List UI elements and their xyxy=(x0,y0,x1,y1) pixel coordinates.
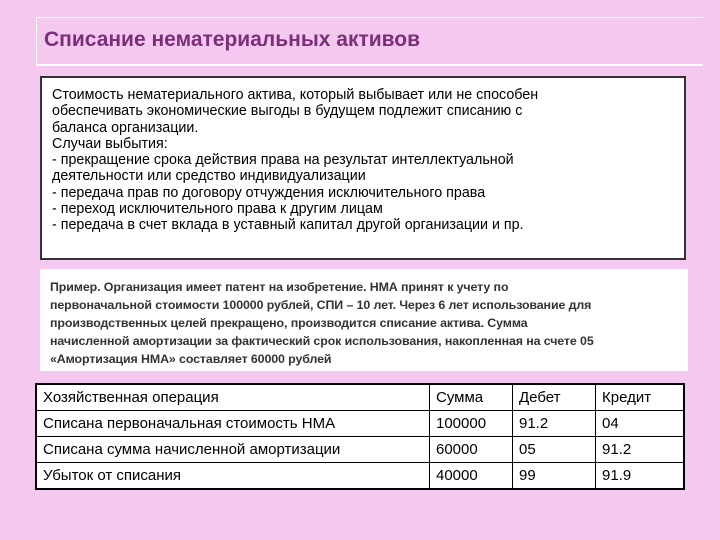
table-header-row xyxy=(36,384,684,411)
cell-amount: 60000 xyxy=(430,437,513,463)
cases-heading: Случаи выбытия: xyxy=(52,135,168,152)
header-amount: Сумма xyxy=(430,384,513,411)
cell-operation: Списана первоначальная стоимость НМА xyxy=(36,411,430,437)
definition-box xyxy=(40,76,686,260)
example-line: первоначальной стоимости 100000 рублей, СПИ – 10 лет. Через 6 лет использование для xyxy=(50,298,592,312)
cell-amount: 40000 xyxy=(430,463,513,490)
example-box xyxy=(40,269,688,371)
operations-table xyxy=(35,383,685,490)
cell-amount: 100000 xyxy=(430,411,513,437)
cell-operation: Убыток от списания xyxy=(36,463,430,490)
table-row xyxy=(36,437,684,463)
case-item: - передача в счет вклада в уставный капитал другой организации и пр. xyxy=(52,217,524,234)
example-line: «Амортизация НМА» составляет 60000 рублей xyxy=(50,352,332,366)
definition-line: Стоимость нематериального актива, который выбывает или не способен xyxy=(52,87,539,103)
definition-line: обеспечивать экономические выгоды в будущем подлежит списанию с xyxy=(52,103,523,120)
cell-operation: Списана сумма начисленной амортизации xyxy=(36,437,430,463)
example-line: Пример. Организация имеет патент на изобретение. НМА принят к учету по xyxy=(50,280,509,294)
cell-debit: 91.2 xyxy=(513,411,596,437)
cell-credit: 91.2 xyxy=(596,437,685,463)
header-debit: Дебет xyxy=(513,384,596,411)
case-item: - переход исключительного права к другим лицам xyxy=(52,201,383,218)
case-item: - прекращение срока действия права на результат интеллектуальной xyxy=(52,152,514,169)
header-credit: Кредит xyxy=(596,384,685,411)
cell-credit: 04 xyxy=(596,411,685,437)
table-row xyxy=(36,411,684,437)
definition-line: баланса организации. xyxy=(52,119,199,136)
example-line: производственных целей прекращено, производится списание актива. Сумма xyxy=(50,316,528,330)
case-item: деятельности или средство индивидуализации xyxy=(52,168,366,185)
header-operation: Хозяйственная операция xyxy=(36,384,430,411)
cell-debit: 05 xyxy=(513,437,596,463)
example-line: начисленной амортизации за фактический срок использования, накопленная на счете 05 xyxy=(50,334,594,348)
cell-credit: 91.9 xyxy=(596,463,685,490)
cell-debit: 99 xyxy=(513,463,596,490)
table-row xyxy=(36,463,684,490)
page-title: Списание нематериальных активов xyxy=(44,28,421,51)
case-item: - передача прав по договору отчуждения исключительного права xyxy=(52,184,486,201)
